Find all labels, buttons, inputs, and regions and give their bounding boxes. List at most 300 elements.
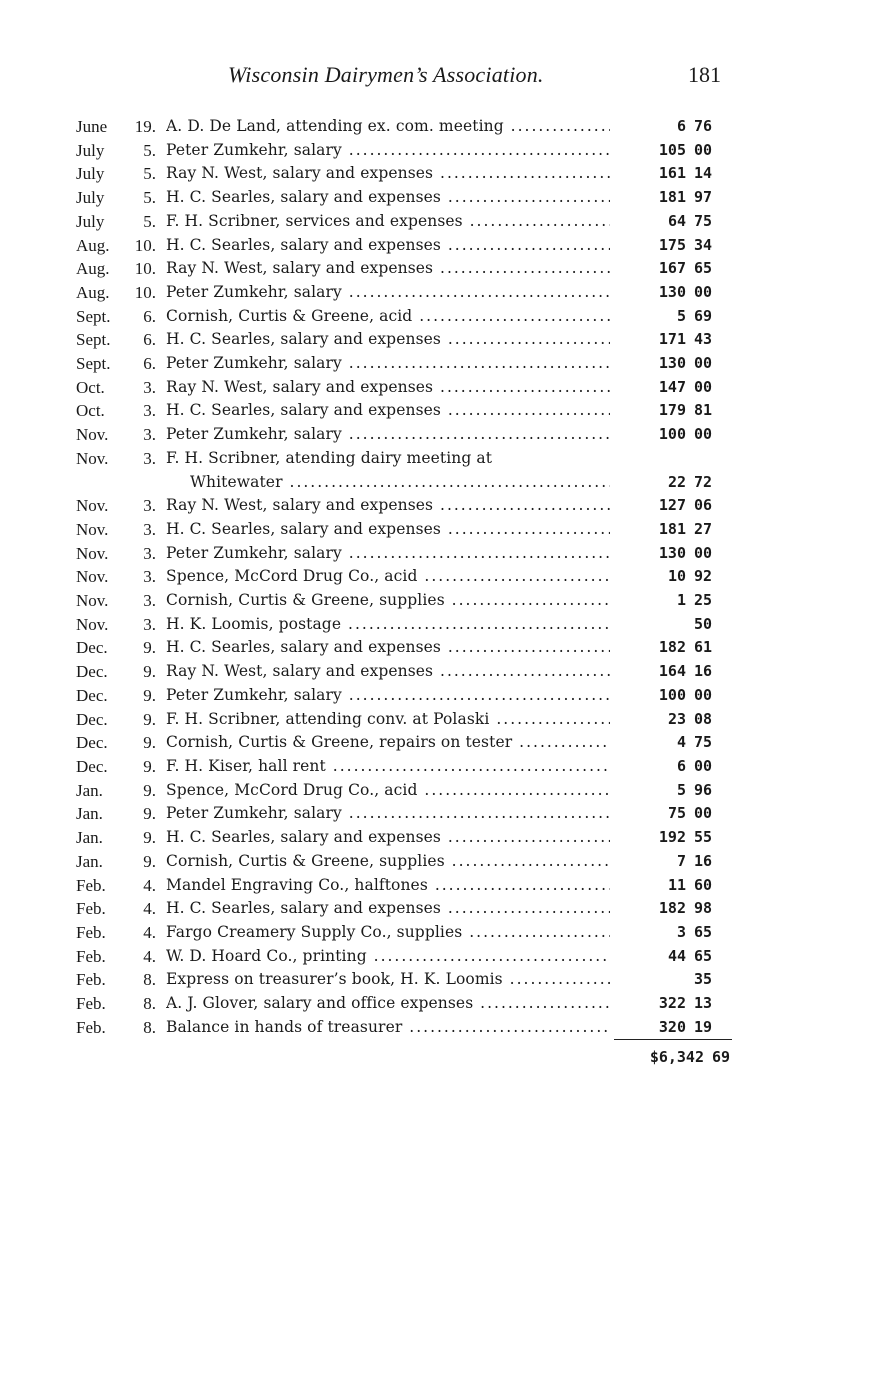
entry-month: Dec. <box>76 638 108 658</box>
entry-day: 8. <box>143 970 156 990</box>
entry-dollars: 5 <box>676 780 686 799</box>
entry-description: Cornish, Curtis & Greene, acid <box>166 306 413 325</box>
ledger-row <box>76 684 736 708</box>
dot-leader <box>342 283 610 301</box>
entry-description-cell <box>166 186 610 210</box>
entry-month: Feb. <box>76 875 106 895</box>
entry-description-cell <box>166 992 610 1016</box>
entry-description-cell <box>166 565 610 589</box>
ledger-row <box>76 660 736 684</box>
entry-cents: 60 <box>694 875 713 894</box>
entry-dollars: 23 <box>667 709 686 728</box>
entry-cents: 35 <box>694 970 713 989</box>
entry-description-cell <box>166 115 610 139</box>
dot-leader <box>417 567 610 585</box>
entry-cents: 00 <box>694 377 713 396</box>
ledger-row <box>76 1016 736 1040</box>
entry-dollars: 147 <box>658 377 686 396</box>
entry-cents: 06 <box>694 496 713 515</box>
dot-leader <box>504 117 610 135</box>
ledger-row <box>76 589 736 613</box>
ledger-row <box>76 968 736 992</box>
entry-description: Ray N. West, salary and expenses <box>166 164 434 183</box>
entry-dollars: 4 <box>676 733 686 752</box>
entry-cents: 00 <box>694 354 713 373</box>
entry-month: Nov. <box>76 425 109 445</box>
entry-description: Peter Zumkehr, salary <box>166 140 342 159</box>
dot-leader <box>441 828 610 846</box>
entry-dollars: 179 <box>658 401 686 420</box>
entry-dollars: 22 <box>667 472 686 491</box>
entry-description-cell <box>166 162 610 186</box>
entry-dollars: 44 <box>667 946 686 965</box>
entry-description-cell <box>166 731 610 755</box>
ledger-row <box>76 399 736 423</box>
entry-description: H. C. Searles, salary and expenses <box>166 638 441 657</box>
entry-description-cell <box>166 945 610 969</box>
dot-leader <box>441 899 610 917</box>
entry-description: F. H. Scribner, attending conv. at Polaski <box>166 709 490 728</box>
entry-description: Ray N. West, salary and expenses <box>166 377 434 396</box>
entry-description: H. K. Loomis, postage <box>166 614 342 633</box>
ledger-row <box>76 542 736 566</box>
entry-month: Jan. <box>76 804 103 824</box>
entry-description-cell <box>166 826 610 850</box>
entry-day: 4. <box>143 946 156 966</box>
entry-day: 3. <box>143 591 156 611</box>
entry-month: Feb. <box>76 994 106 1014</box>
dot-leader <box>441 520 610 538</box>
ledger-row <box>76 352 736 376</box>
entry-description-cell <box>166 423 610 447</box>
entry-day: 9. <box>143 804 156 824</box>
entry-day: 9. <box>143 756 156 776</box>
entry-month: Nov. <box>76 591 109 611</box>
ledger-row <box>76 755 736 779</box>
entry-description-cell <box>166 328 610 352</box>
entry-day: 3. <box>143 543 156 563</box>
dot-leader <box>433 164 610 182</box>
entry-dollars: 192 <box>658 828 686 847</box>
entry-cents: 65 <box>694 922 713 941</box>
entry-day: 5. <box>143 188 156 208</box>
entry-day: 4. <box>143 875 156 895</box>
entry-cents: 92 <box>694 567 713 586</box>
ledger-table <box>76 115 736 1039</box>
entry-month: Dec. <box>76 709 108 729</box>
entry-day: 5. <box>143 164 156 184</box>
entry-description: F. H. Scribner, services and expenses <box>166 211 463 230</box>
ledger-row <box>76 139 736 163</box>
entry-dollars: 181 <box>658 188 686 207</box>
entry-dollars: 320 <box>658 1017 686 1036</box>
entry-cents: 00 <box>694 140 713 159</box>
entry-description-cell <box>166 684 610 708</box>
ledger-row <box>76 281 736 305</box>
ledger-row <box>76 850 736 874</box>
dot-leader <box>441 638 610 656</box>
entry-cents: 72 <box>694 472 713 491</box>
ledger-row <box>76 423 736 447</box>
ledger-row <box>76 874 736 898</box>
entry-description: Cornish, Curtis & Greene, supplies <box>166 591 445 610</box>
entry-cents: 27 <box>694 519 713 538</box>
entry-description: H. C. Searles, salary and expenses <box>166 401 441 420</box>
entry-month: June <box>76 117 108 136</box>
entry-dollars: 171 <box>658 330 686 349</box>
entry-day: 4. <box>143 899 156 919</box>
entry-dollars: 100 <box>658 425 686 444</box>
entry-month: Dec. <box>76 733 108 753</box>
entry-description-cell <box>166 494 610 518</box>
entry-cents: 50 <box>694 614 713 633</box>
entry-month: Dec. <box>76 662 108 682</box>
entry-description-cell <box>166 802 610 826</box>
dot-leader <box>342 354 610 372</box>
entry-month: July <box>76 140 105 160</box>
entry-month: Oct. <box>76 401 105 421</box>
entry-description: H. C. Searles, salary and expenses <box>166 899 441 918</box>
ledger-row <box>76 708 736 732</box>
entry-description: Peter Zumkehr, salary <box>166 685 342 704</box>
entry-day: 8. <box>143 1017 156 1037</box>
entry-dollars: 100 <box>658 685 686 704</box>
entry-cents: 98 <box>694 899 713 918</box>
ledger-row <box>76 234 736 258</box>
entry-day: 3. <box>143 614 156 634</box>
total-rule <box>614 1039 732 1040</box>
entry-month: Dec. <box>76 685 108 705</box>
entry-cents: 75 <box>694 211 713 230</box>
entry-day: 9. <box>143 733 156 753</box>
entry-day: 3. <box>143 519 156 539</box>
entry-description-cell <box>166 376 610 400</box>
ledger-row <box>76 162 736 186</box>
entry-dollars: 6 <box>676 756 686 775</box>
entry-description-cell <box>166 305 610 329</box>
entry-description-continuation: Whitewater <box>190 472 283 491</box>
entry-month: July <box>76 211 105 231</box>
dot-leader <box>342 686 610 704</box>
ledger-row <box>76 731 736 755</box>
entry-description-cell <box>166 660 610 684</box>
entry-day: 4. <box>143 922 156 942</box>
entry-dollars: 105 <box>658 140 686 159</box>
entry-cents: 00 <box>694 425 713 444</box>
entry-month: Feb. <box>76 970 106 990</box>
entry-day: 19. <box>134 117 156 136</box>
entry-description-cell <box>166 589 610 613</box>
entry-description: A. D. De Land, attending ex. com. meeting <box>166 117 504 135</box>
entry-description-cell <box>166 968 610 992</box>
entry-day: 10. <box>134 235 156 255</box>
entry-description-cell <box>166 708 610 732</box>
entry-cents: 61 <box>694 638 713 657</box>
entry-cents: 69 <box>694 306 713 325</box>
dot-leader <box>412 307 610 325</box>
entry-dollars: 75 <box>667 804 686 823</box>
entry-description: Peter Zumkehr, salary <box>166 804 342 823</box>
dot-leader <box>503 970 610 988</box>
entry-description: Balance in hands of treasurer <box>166 1017 403 1036</box>
entry-dollars: 167 <box>658 259 686 278</box>
entry-dollars: 130 <box>658 354 686 373</box>
dot-leader <box>462 923 610 941</box>
dot-leader <box>512 733 610 751</box>
page-number: 181 <box>688 62 721 87</box>
entry-description: H. C. Searles, salary and expenses <box>166 519 441 538</box>
running-title: Wisconsin Dairymen’s Association. <box>228 62 544 87</box>
entry-description: H. C. Searles, salary and expenses <box>166 235 441 254</box>
entry-day: 3. <box>143 496 156 516</box>
entry-day: 10. <box>134 259 156 279</box>
entry-dollars: 6 <box>676 117 686 135</box>
ledger-row <box>76 186 736 210</box>
entry-month: Dec. <box>76 756 108 776</box>
entry-cents: 25 <box>694 591 713 610</box>
dot-leader <box>489 710 610 728</box>
ledger-row <box>76 328 736 352</box>
entry-description-cell <box>166 447 610 494</box>
entry-description: F. H. Scribner, atending dairy meeting at <box>166 448 493 467</box>
entry-dollars: 7 <box>676 851 686 870</box>
entry-dollars: 10 <box>667 567 686 586</box>
ledger-row <box>76 494 736 518</box>
entry-day: 6. <box>143 306 156 326</box>
entry-dollars: 3 <box>676 922 686 941</box>
dot-leader <box>367 947 610 965</box>
page-header <box>0 62 896 92</box>
entry-cents: 19 <box>694 1017 713 1036</box>
entry-description-cell <box>166 257 610 281</box>
entry-day: 5. <box>143 211 156 231</box>
ledger-row <box>76 921 736 945</box>
ledger-row <box>76 447 736 494</box>
entry-month: Nov. <box>76 543 109 563</box>
entry-month: July <box>76 164 105 184</box>
entry-month: Nov. <box>76 448 109 468</box>
dot-leader <box>342 804 610 822</box>
dot-leader <box>473 994 610 1012</box>
dot-leader <box>342 425 610 443</box>
entry-description: Spence, McCord Drug Co., acid <box>166 780 418 799</box>
entry-month: Nov. <box>76 496 109 516</box>
entry-description-cell <box>166 850 610 874</box>
entry-description: Peter Zumkehr, salary <box>166 282 342 301</box>
total-cents: 69 <box>712 1048 731 1066</box>
dot-leader <box>433 259 610 277</box>
ledger-row <box>76 115 736 139</box>
entry-day: 9. <box>143 685 156 705</box>
entry-description-cell <box>166 755 610 779</box>
entry-month: Feb. <box>76 922 106 942</box>
entry-month: Nov. <box>76 567 109 587</box>
entry-month: Sept. <box>76 354 111 374</box>
entry-month: Oct. <box>76 377 105 397</box>
entry-cents: 08 <box>694 709 713 728</box>
dot-leader <box>441 401 610 419</box>
dot-leader <box>433 662 610 680</box>
entry-month: Aug. <box>76 282 110 302</box>
entry-day: 9. <box>143 828 156 848</box>
total-dollars: $6,342 <box>649 1048 704 1066</box>
entry-cents: 16 <box>694 662 713 681</box>
entry-cents: 43 <box>694 330 713 349</box>
entry-dollars: 11 <box>667 875 686 894</box>
entry-dollars: 181 <box>658 519 686 538</box>
entry-cents: 75 <box>694 733 713 752</box>
ledger-total <box>600 1046 736 1069</box>
entry-cents: 96 <box>694 780 713 799</box>
entry-description: Peter Zumkehr, salary <box>166 425 342 444</box>
ledger-row <box>76 613 736 637</box>
entry-month: Feb. <box>76 1017 106 1037</box>
entry-dollars: 182 <box>658 899 686 918</box>
entry-month: Sept. <box>76 330 111 350</box>
entry-description: Express on treasurer’s book, H. K. Loomis <box>166 970 503 989</box>
dot-leader <box>433 496 610 514</box>
entry-month: Nov. <box>76 614 109 634</box>
entry-day: 9. <box>143 851 156 871</box>
entry-month: Nov. <box>76 519 109 539</box>
entry-cents: 81 <box>694 401 713 420</box>
entry-description: A. J. Glover, salary and office expenses <box>166 994 474 1013</box>
dot-leader <box>326 757 610 775</box>
dot-leader <box>428 876 610 894</box>
entry-month: Sept. <box>76 306 111 326</box>
entry-day: 3. <box>143 425 156 445</box>
entry-description-cell <box>166 542 610 566</box>
entry-description-cell <box>166 399 610 423</box>
dot-leader <box>441 236 610 254</box>
entry-description-cell <box>166 613 610 637</box>
entry-day: 8. <box>143 994 156 1014</box>
entry-day: 5. <box>143 140 156 160</box>
entry-day: 6. <box>143 330 156 350</box>
entry-month: Jan. <box>76 780 103 800</box>
dot-leader <box>441 330 610 348</box>
ledger-row <box>76 376 736 400</box>
entry-dollars: 64 <box>667 211 686 230</box>
ledger-row <box>76 897 736 921</box>
entry-description-cell <box>166 234 610 258</box>
entry-dollars: 164 <box>658 662 686 681</box>
dot-leader <box>445 852 610 870</box>
entry-description-cell <box>166 518 610 542</box>
entry-description: Fargo Creamery Supply Co., supplies <box>166 922 463 941</box>
entry-day: 3. <box>143 567 156 587</box>
entry-description-cell <box>166 352 610 376</box>
entry-description-cell <box>166 636 610 660</box>
entry-description: Ray N. West, salary and expenses <box>166 259 434 278</box>
entry-day: 9. <box>143 638 156 658</box>
entry-month: Aug. <box>76 259 110 279</box>
ledger-row <box>76 305 736 329</box>
entry-dollars: 1 <box>676 591 686 610</box>
entry-cents: 00 <box>694 282 713 301</box>
entry-description-cell <box>166 779 610 803</box>
ledger-row <box>76 779 736 803</box>
ledger-row <box>76 518 736 542</box>
entry-dollars: 130 <box>658 543 686 562</box>
entry-cents: 00 <box>694 804 713 823</box>
entry-day: 9. <box>143 709 156 729</box>
entry-day: 9. <box>143 780 156 800</box>
dot-leader <box>341 615 610 633</box>
entry-cents: 76 <box>694 117 713 135</box>
entry-month: July <box>76 188 105 208</box>
ledger-row <box>76 992 736 1016</box>
dot-leader <box>445 591 610 609</box>
entry-month: Feb. <box>76 946 106 966</box>
entry-dollars: 175 <box>658 235 686 254</box>
entry-cents: 34 <box>694 235 713 254</box>
entry-cents: 00 <box>694 543 713 562</box>
entry-dollars: 127 <box>658 496 686 515</box>
entry-day: 3. <box>143 377 156 397</box>
entry-day: 6. <box>143 354 156 374</box>
entry-dollars: 5 <box>676 306 686 325</box>
entry-cents: 65 <box>694 259 713 278</box>
entry-description: H. C. Searles, salary and expenses <box>166 828 441 847</box>
entry-description-cell <box>166 1016 610 1040</box>
ledger-row <box>76 210 736 234</box>
entry-description-cell <box>166 210 610 234</box>
dot-leader <box>433 378 610 396</box>
dot-leader <box>283 473 610 491</box>
dot-leader <box>402 1018 610 1036</box>
ledger-row <box>76 802 736 826</box>
entry-cents: 00 <box>694 756 713 775</box>
entry-description-cell <box>166 874 610 898</box>
entry-description: H. C. Searles, salary and expenses <box>166 188 441 207</box>
dot-leader <box>417 781 610 799</box>
entry-cents: 16 <box>694 851 713 870</box>
entry-description: Ray N. West, salary and expenses <box>166 496 434 515</box>
entry-description: F. H. Kiser, hall rent <box>166 756 326 775</box>
entry-description: Peter Zumkehr, salary <box>166 354 342 373</box>
entry-month: Jan. <box>76 851 103 871</box>
dot-leader <box>463 212 610 230</box>
ledger-row <box>76 826 736 850</box>
entry-cents: 55 <box>694 828 713 847</box>
entry-description-cell <box>166 897 610 921</box>
entry-dollars: 322 <box>658 994 686 1013</box>
entry-description: Peter Zumkehr, salary <box>166 543 342 562</box>
dot-leader <box>342 141 610 159</box>
ledger-row <box>76 636 736 660</box>
entry-month: Feb. <box>76 899 106 919</box>
entry-description: Cornish, Curtis & Greene, supplies <box>166 851 445 870</box>
entry-description: Cornish, Curtis & Greene, repairs on tester <box>166 733 513 752</box>
dot-leader <box>342 544 610 562</box>
dot-leader <box>441 188 610 206</box>
entry-dollars: 182 <box>658 638 686 657</box>
entry-day: 3. <box>143 401 156 421</box>
entry-month: Jan. <box>76 828 103 848</box>
entry-cents: 14 <box>694 164 713 183</box>
entry-cents: 97 <box>694 188 713 207</box>
entry-day: 9. <box>143 662 156 682</box>
entry-description: W. D. Hoard Co., printing <box>166 946 367 965</box>
entry-description-cell <box>166 921 610 945</box>
entry-month: Aug. <box>76 235 110 255</box>
entry-day: 10. <box>134 282 156 302</box>
entry-description: Mandel Engraving Co., halftones <box>166 875 428 894</box>
entry-cents: 13 <box>694 994 713 1013</box>
entry-description: H. C. Searles, salary and expenses <box>166 330 441 349</box>
entry-description: Spence, McCord Drug Co., acid <box>166 567 418 586</box>
